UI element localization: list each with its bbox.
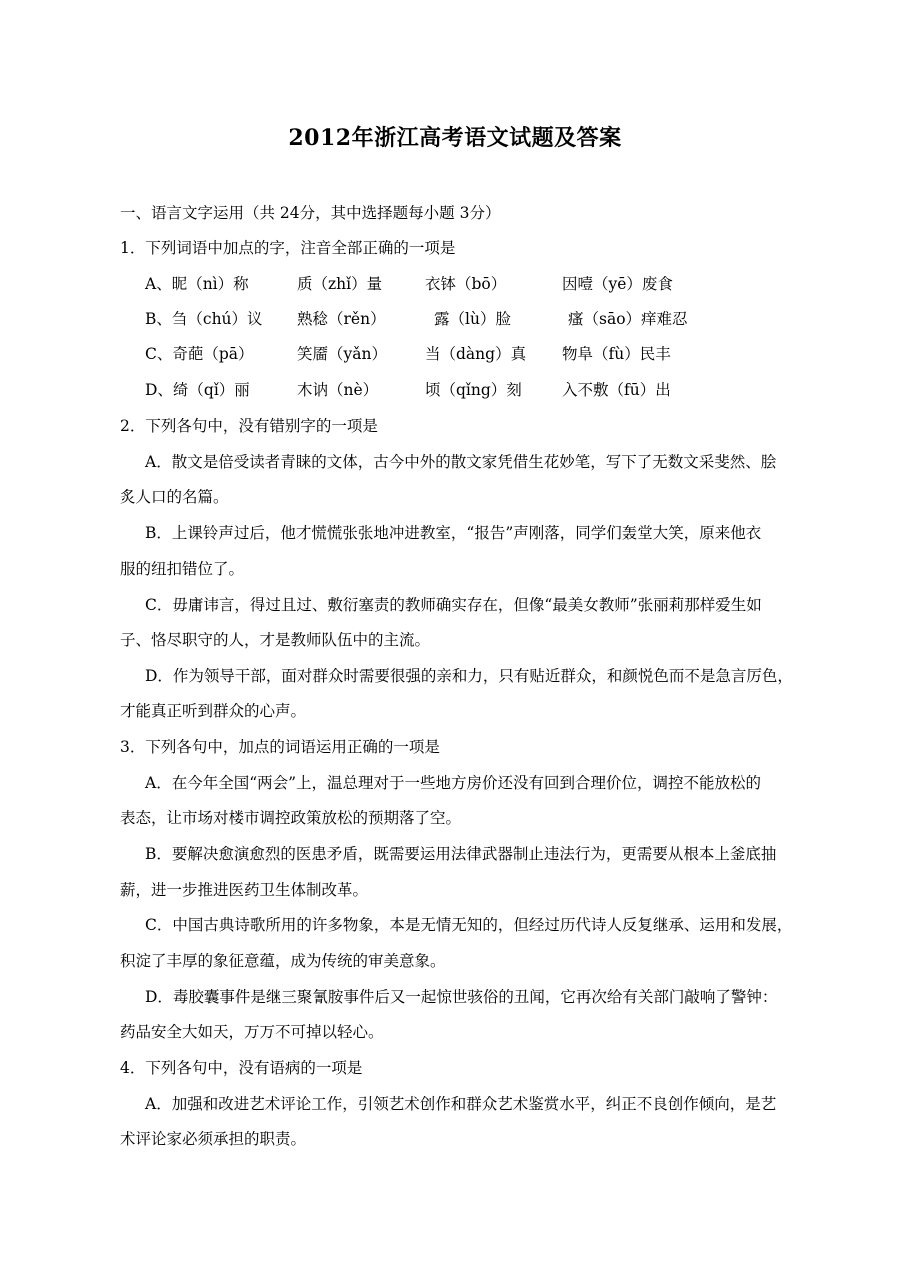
q2-option-b: B．上课铃声过后，他才慌慌张张地冲进教室，“报告”声刚落，同学们轰堂大笑，原来他衣 bbox=[145, 524, 762, 542]
q1-option-cell: 质（zhǐ）量 bbox=[297, 275, 383, 293]
q2-option-a-cont: 炙人口的名篇。 bbox=[120, 488, 229, 506]
q4-option-a-cont: 术评论家必须承担的职责。 bbox=[120, 1130, 307, 1148]
q2-option-d-cont: 才能真正听到群众的心声。 bbox=[120, 702, 307, 720]
question-4-stem: 4．下列各句中，没有语病的一项是 bbox=[120, 1059, 363, 1077]
q3-option-a: A．在今年全国“两会”上，温总理对于一些地方房价还没有回到合理价位，调控不能放松的 bbox=[145, 774, 762, 792]
q1-option-cell: 当（dàng）真 bbox=[425, 345, 527, 363]
q4-option-a: A．加强和改进艺术评论工作，引领艺术创作和群众艺术鉴赏水平，纠正不良创作倾向，是艺 bbox=[145, 1095, 777, 1113]
q2-option-a: A．散文是倍受读者青睐的文体，古今中外的散文家凭借生花妙笔，写下了无数文采斐然、脍 bbox=[145, 453, 777, 471]
q1-option-cell: 木讷（nè） bbox=[297, 381, 379, 399]
q2-option-b-cont: 服的纽扣错位了。 bbox=[120, 560, 245, 578]
question-3-stem: 3．下列各句中，加点的词语运用正确的一项是 bbox=[120, 738, 440, 756]
q1-option-cell: 熟稔（rěn） bbox=[297, 310, 386, 328]
q2-option-c: C．毋庸讳言，得过且过、敷衍塞责的教师确实存在，但像“最美女教师”张丽莉那样爱生如 bbox=[145, 596, 762, 614]
q1-option-cell: 衣钵（bō） bbox=[425, 275, 507, 293]
document-title: 2012年浙江高考语文试题及答案 bbox=[288, 125, 622, 151]
question-2-stem: 2．下列各句中，没有错别字的一项是 bbox=[120, 417, 378, 435]
q1-option-cell: D、绮（qǐ）丽 bbox=[145, 381, 250, 399]
q3-option-a-cont: 表态，让市场对楼市调控政策放松的预期落了空。 bbox=[120, 809, 462, 827]
q1-option-cell: C、奇葩（pā） bbox=[145, 345, 254, 363]
q3-option-b-cont: 薪，进一步推进医药卫生体制改革。 bbox=[120, 881, 369, 899]
q1-option-cell: 因噎（yē）废食 bbox=[562, 275, 673, 293]
q1-option-cell: B、刍（chú）议 bbox=[145, 310, 263, 328]
q1-option-cell: 笑靥（yǎn） bbox=[297, 345, 387, 363]
section-heading: 一、语言文字运用（共 24分，其中选择题每小题 3分） bbox=[120, 204, 501, 222]
q3-option-b: B．要解决愈演愈烈的医患矛盾，既需要运用法律武器制止违法行为，更需要从根本上釜底抽 bbox=[145, 845, 777, 863]
question-1-stem: 1．下列词语中加点的字，注音全部正确的一项是 bbox=[120, 239, 456, 257]
q2-option-c-cont: 子、恪尽职守的人，才是教师队伍中的主流。 bbox=[120, 631, 431, 649]
q3-option-c: C．中国古典诗歌所用的许多物象，本是无情无知的，但经过历代诗人反复继承、运用和发展， bbox=[145, 916, 793, 934]
q1-option-cell: 瘙（sāo）痒难忍 bbox=[568, 310, 688, 328]
q1-option-cell: A、昵（nì）称 bbox=[145, 275, 249, 293]
q1-option-cell: 露（lù）脸 bbox=[434, 310, 511, 328]
q3-option-d-cont: 药品安全大如天，万万不可掉以轻心。 bbox=[120, 1023, 384, 1041]
q2-option-d: D．作为领导干部，面对群众时需要很强的亲和力，只有贴近群众，和颜悦色而不是急言厉色， bbox=[145, 667, 793, 685]
q1-option-cell: 物阜（fù）民丰 bbox=[562, 345, 671, 363]
q3-option-d: D．毒胶囊事件是继三聚氰胺事件后又一起惊世骇俗的丑闻，它再次给有关部门敲响了警钟： bbox=[145, 988, 778, 1006]
q1-option-cell: 顷（qǐng）刻 bbox=[425, 381, 522, 399]
q1-option-cell: 入不敷（fū）出 bbox=[562, 381, 671, 399]
q3-option-c-cont: 积淀了丰厚的象征意蕴，成为传统的审美意象。 bbox=[120, 952, 446, 970]
